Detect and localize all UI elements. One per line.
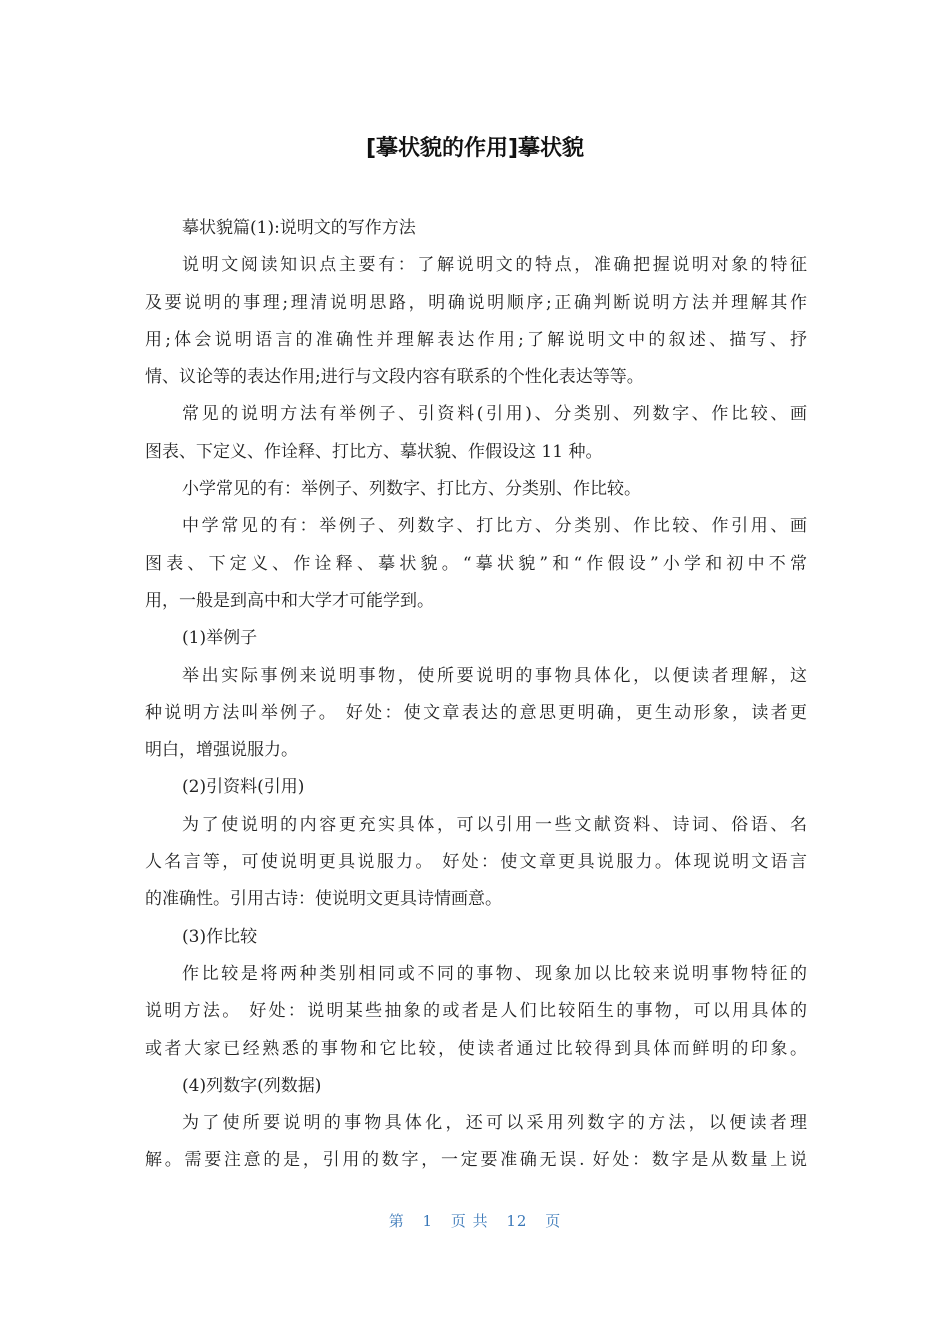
document-title: [摹状貌的作用]摹状貌 — [365, 135, 585, 161]
text-line: 情、议论等的表达作用;进行与文段内容有联系的个性化表达等等。 — [145, 367, 644, 388]
text-line: 为了使说明的内容更充实具体，可以引用一些文献资料、诗词、俗语、名 — [182, 814, 807, 835]
text-line: 图表、下定义、作诠释、打比方、摹状貌、作假设这 11 种。 — [145, 441, 603, 462]
text-line: 用，一般是到高中和大学才可能学到。 — [145, 590, 434, 611]
text-line: 用;体会说明语言的准确性并理解表达作用;了解说明文中的叙述、描写、抒 — [145, 329, 807, 350]
text-line: 摹状貌篇(1):说明文的写作方法 — [182, 218, 416, 238]
text-line: 说明文阅读知识点主要有：了解说明文的特点，准确把握说明对象的特征 — [182, 255, 807, 276]
text-line: 说明方法。 好处：说明某些抽象的或者是人们比较陌生的事物，可以用具体的 — [145, 1001, 807, 1022]
text-line: 明白，增强说服力。 — [145, 740, 298, 761]
text-line: 解。需要注意的是，引用的数字，一定要准确无误. 好处：数字是从数量上说 — [145, 1150, 807, 1171]
text-line: (4)列数字(列数据) — [182, 1075, 322, 1096]
footer-total-pages: 12 — [506, 1212, 528, 1230]
text-line: (3)作比较 — [182, 926, 258, 947]
text-line: 图表、下定义、作诠释、摹状貌。“摹状貌”和“作假设”小学和初中不常 — [145, 553, 807, 574]
page-footer — [0, 1210, 950, 1231]
footer-current-page: 1 — [422, 1212, 434, 1230]
text-line: 种说明方法叫举例子。 好处：使文章表达的意思更明确，更生动形象，读者更 — [145, 702, 807, 723]
text-line: 为了使所要说明的事物具体化，还可以采用列数字的方法，以便读者理 — [182, 1113, 807, 1134]
text-line: 作比较是将两种类别相同或不同的事物、现象加以比较来说明事物特征的 — [182, 963, 807, 984]
text-line: 小学常见的有：举例子、列数字、打比方、分类别、作比较。 — [182, 479, 641, 500]
text-line: (2)引资料(引用) — [182, 777, 305, 798]
text-line: 人名言等，可使说明更具说服力。 好处：使文章更具说服力。体现说明文语言 — [145, 852, 807, 873]
text-line: (1)举例子 — [182, 628, 258, 649]
document-body — [145, 210, 807, 1180]
footer-label-of: 页 共 — [450, 1212, 489, 1230]
footer-label-page: 第 — [388, 1212, 405, 1230]
text-line: 的准确性。引用古诗：使说明文更具诗情画意。 — [145, 889, 502, 910]
text-line: 或者大家已经熟悉的事物和它比较，使读者通过比较得到具体而鲜明的印象。 — [145, 1038, 807, 1059]
text-line: 中学常见的有：举例子、列数字、打比方、分类别、作比较、作引用、画 — [182, 516, 807, 537]
text-line: 举出实际事例来说明事物，使所要说明的事物具体化，以便读者理解，这 — [182, 665, 807, 686]
footer-label-pages: 页 — [545, 1212, 562, 1230]
text-line: 及要说明的事理;理清说明思路，明确说明顺序;正确判断说明方法并理解其作 — [145, 292, 807, 313]
text-line: 常见的说明方法有举例子、引资料(引用)、分类别、列数字、作比较、画 — [182, 404, 807, 425]
